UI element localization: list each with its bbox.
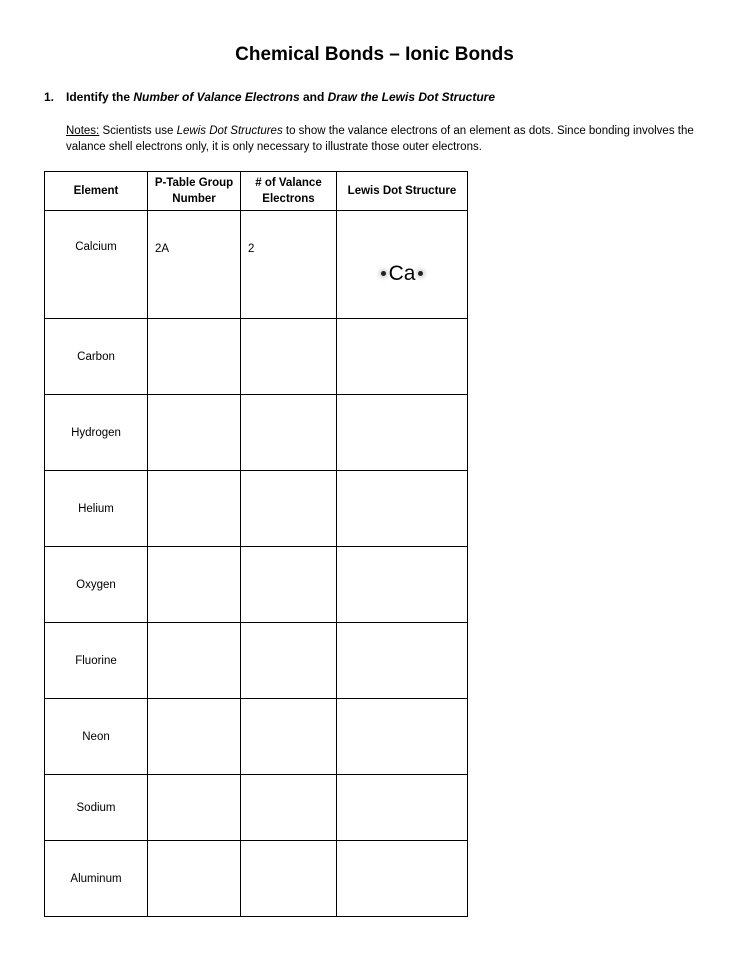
electrons-cell[interactable] <box>241 547 337 623</box>
lewis-cell[interactable] <box>337 471 468 547</box>
element-name: Oxygen <box>45 547 148 623</box>
element-name: Aluminum <box>45 841 148 917</box>
lewis-cell[interactable] <box>337 395 468 471</box>
table-row <box>45 547 468 623</box>
notes-after: to show the valance electrons of an element as dots. Since bonding involves the valance shell electrons only, it is only necessary to illustrate those outer electrons. <box>66 125 694 153</box>
element-name: Fluorine <box>45 623 148 699</box>
header-lewis-dot: Lewis Dot Structure <box>337 172 468 211</box>
group-cell[interactable] <box>148 547 241 623</box>
table-row <box>45 841 468 917</box>
group-cell[interactable] <box>148 623 241 699</box>
table-row <box>45 395 468 471</box>
notes-label: Notes: <box>66 125 100 137</box>
table-row <box>45 775 468 841</box>
electrons-cell[interactable] <box>241 623 337 699</box>
table-row <box>45 699 468 775</box>
element-name: Neon <box>45 699 148 775</box>
header-element: Element <box>45 172 148 211</box>
question-part-1: Number of Valance Electrons <box>133 90 300 104</box>
question-mid: and <box>299 90 328 104</box>
electrons-cell[interactable] <box>241 699 337 775</box>
element-name: Sodium <box>45 775 148 841</box>
group-cell[interactable] <box>148 775 241 841</box>
element-name: Carbon <box>45 319 148 395</box>
group-cell[interactable]: 2A <box>148 211 241 319</box>
electrons-cell[interactable] <box>241 395 337 471</box>
group-cell[interactable] <box>148 471 241 547</box>
electrons-cell[interactable] <box>241 775 337 841</box>
notes-before: Scientists use <box>99 125 177 137</box>
table-row <box>45 623 468 699</box>
lewis-cell[interactable] <box>337 699 468 775</box>
group-cell[interactable] <box>148 319 241 395</box>
lewis-cell[interactable] <box>337 319 468 395</box>
table-row <box>45 211 468 319</box>
group-cell[interactable] <box>148 699 241 775</box>
element-name: Helium <box>45 471 148 547</box>
lewis-cell[interactable] <box>337 775 468 841</box>
electrons-cell[interactable] <box>241 471 337 547</box>
elements-table <box>44 171 468 917</box>
table-row <box>45 471 468 547</box>
notes-paragraph <box>66 123 706 155</box>
electrons-cell[interactable] <box>241 319 337 395</box>
electron-dot-icon <box>381 271 386 276</box>
lewis-structure <box>337 244 467 286</box>
table-row <box>45 319 468 395</box>
page-title: Chemical Bonds – Ionic Bonds <box>235 44 514 65</box>
question-prefix: Identify the <box>66 90 134 104</box>
lewis-symbol: Ca <box>388 261 416 285</box>
lewis-cell[interactable] <box>337 547 468 623</box>
notes-term: Lewis Dot Structures <box>176 125 283 137</box>
lewis-cell[interactable] <box>337 623 468 699</box>
lewis-cell[interactable] <box>337 841 468 917</box>
header-group-number: P-Table Group Number <box>148 172 241 211</box>
element-name: Hydrogen <box>45 395 148 471</box>
group-cell[interactable] <box>148 841 241 917</box>
group-cell[interactable] <box>148 395 241 471</box>
lewis-cell[interactable] <box>337 211 468 319</box>
electron-dot-icon <box>418 271 423 276</box>
element-name: Calcium <box>45 211 148 319</box>
table-header-row <box>45 172 468 211</box>
electrons-cell[interactable]: 2 <box>241 211 337 319</box>
electrons-cell[interactable] <box>241 841 337 917</box>
question-1 <box>44 90 495 104</box>
question-part-2: Draw the Lewis Dot Structure <box>327 90 496 104</box>
header-valance-electrons: # of Valance Electrons <box>241 172 337 211</box>
question-number: 1. <box>44 90 55 104</box>
